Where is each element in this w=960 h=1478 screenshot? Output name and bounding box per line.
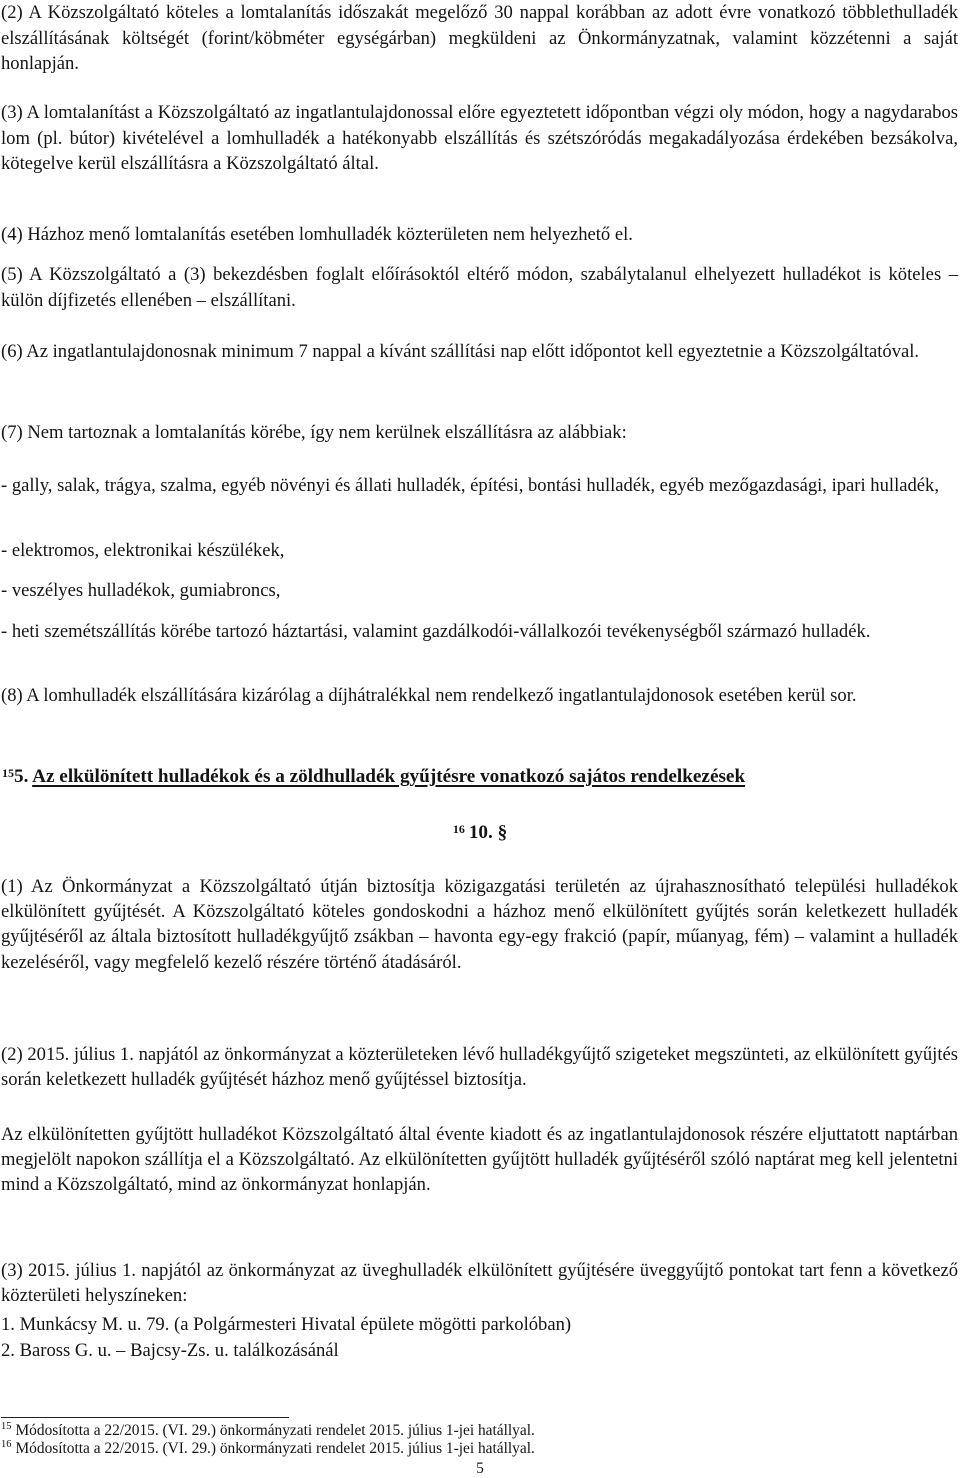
article-paragraph-3: (3) 2015. július 1. napjától az önkormányzat az üveghulladék elkülönített gyűjtésére üveggyűjtő pontokat tart fenn a következő közterületi helyszíneken:	[1, 1260, 958, 1307]
article-paragraph-1: (1) Az Önkormányzat a Közszolgáltató útján biztosítja közigazgatási területén az újrahasznosítható települési hulladékok elkülönített gyűjtését. A Közszolgáltató köteles gondoskodni a házhoz menő elkülönített gyűjtés során keletkezett hulladék gyűjtéséről az általa biztosított hulladékgyűjtő zsákban – havonta egy-egy frakció (papír, műanyag, fém) – valamint a hulladék kezeléséről, vagy megfelelő kezelő részére történő átadásáról.	[1, 876, 958, 973]
footnote-16-text: Módosította a 22/2015. (VI. 29.) önkormányzati rendelet 2015. július 1-jei hatállyal.	[15, 1440, 535, 1457]
section-footnote-ref: 15	[2, 765, 14, 780]
footnote-16-ref: 16	[1, 1438, 12, 1450]
article-paragraph-2-continued: Az elkülönítetten gyűjtött hulladékot Közszolgáltató által évente kiadott és az ingatlantulajdonosok részére eljuttatott naptárban megjelölt napokon szállítja el a Közszolgáltató. Az elkülönítetten gyűjtött hulladék gyűjtéséről szóló naptárat meg kell jelentetni mind a Közszolgáltató, mind az önkormányzat honlapján.	[1, 1124, 958, 1196]
footnote-15	[1, 1422, 901, 1440]
section-heading	[2, 764, 958, 790]
paragraph-2: (2) A Közszolgáltató köteles a lomtalanítás időszakát megelőző 30 nappal korábban az adott évre vonatkozó többlethulladék elszállításának költségét (forint/köbméter egységárban) megküldeni az Önkormányzatnak, valamint közzétenni a saját honlapján.	[1, 2, 958, 75]
page-number: 5	[476, 1460, 484, 1477]
list-item-electronics: - elektromos, elektronikai készülékek,	[1, 540, 285, 561]
footnote-15-text: Módosította a 22/2015. (VI. 29.) önkormányzati rendelet 2015. július 1-jei hatállyal.	[15, 1422, 535, 1439]
footnote-16	[1, 1440, 901, 1458]
list-item-household-waste: - heti szemétszállítás körébe tartozó háztartási, valamint gazdálkodói-vállalkozói tevékenységből származó hulladék.	[1, 621, 871, 642]
list-item-agricultural-waste: - gally, salak, trágya, szalma, egyéb növényi és állati hulladék, építési, bontási hulladék, egyéb mezőgazdasági, ipari hulladék,	[1, 475, 939, 496]
paragraph-5: (5) A Közszolgáltató a (3) bekezdésben foglalt előírásoktól eltérő módon, szabálytalanul elhelyezett hulladékot is köteles – külön díjfizetés ellenében – elszállítani.	[1, 264, 958, 311]
article-heading	[0, 820, 960, 846]
section-number: 5.	[14, 766, 29, 787]
article-label: 10. §	[468, 822, 508, 843]
paragraph-3: (3) A lomtalanítást a Közszolgáltató az ingatlantulajdonossal előre egyeztetett időpontban végzi oly módon, hogy a nagydarabos lom (pl. bútor) kivételével a lomhulladék a hatékonyabb elszállítás és szétszóródás megakadályozása érdekében bezsákolva, kötegelve kerül elszállításra a Közszolgáltató által.	[1, 102, 958, 175]
paragraph-8: (8) A lomhulladék elszállítására kizárólag a díjhátralékkal nem rendelkező ingatlantulajdonosok esetében kerül sor.	[1, 685, 857, 706]
section-title: Az elkülönített hulladékok és a zöldhulladék gyűjtésre vonatkozó sajátos rendelkezések	[32, 766, 746, 787]
article-paragraph-2: (2) 2015. július 1. napjától az önkormányzat a közterületeken lévő hulladékgyűjtő szigeteket megszünteti, az elkülönített gyűjtés során keletkezett hulladék gyűjtését házhoz menő gyűjtéssel biztosítja.	[1, 1044, 958, 1091]
footnote-separator	[1, 1417, 289, 1418]
paragraph-6: (6) Az ingatlantulajdonosnak minimum 7 nappal a kívánt szállítási nap előtt időpontot kell egyeztetnie a Közszolgáltatóval.	[1, 341, 920, 362]
article-footnote-ref: 16	[452, 821, 465, 836]
location-item-1: 1. Munkácsy M. u. 79. (a Polgármesteri Hivatal épülete mögötti parkolóban)	[1, 1314, 572, 1335]
paragraph-4: (4) Házhoz menő lomtalanítás esetében lomhulladék közterületen nem helyezhető el.	[1, 224, 633, 245]
list-item-hazardous-waste: - veszélyes hulladékok, gumiabroncs,	[1, 580, 281, 601]
paragraph-7: (7) Nem tartoznak a lomtalanítás körébe, így nem kerülnek elszállításra az alábbiak:	[1, 422, 627, 443]
footnote-15-ref: 15	[1, 1420, 12, 1432]
location-item-2: 2. Baross G. u. – Bajcsy-Zs. u. találkozásánál	[1, 1340, 339, 1361]
